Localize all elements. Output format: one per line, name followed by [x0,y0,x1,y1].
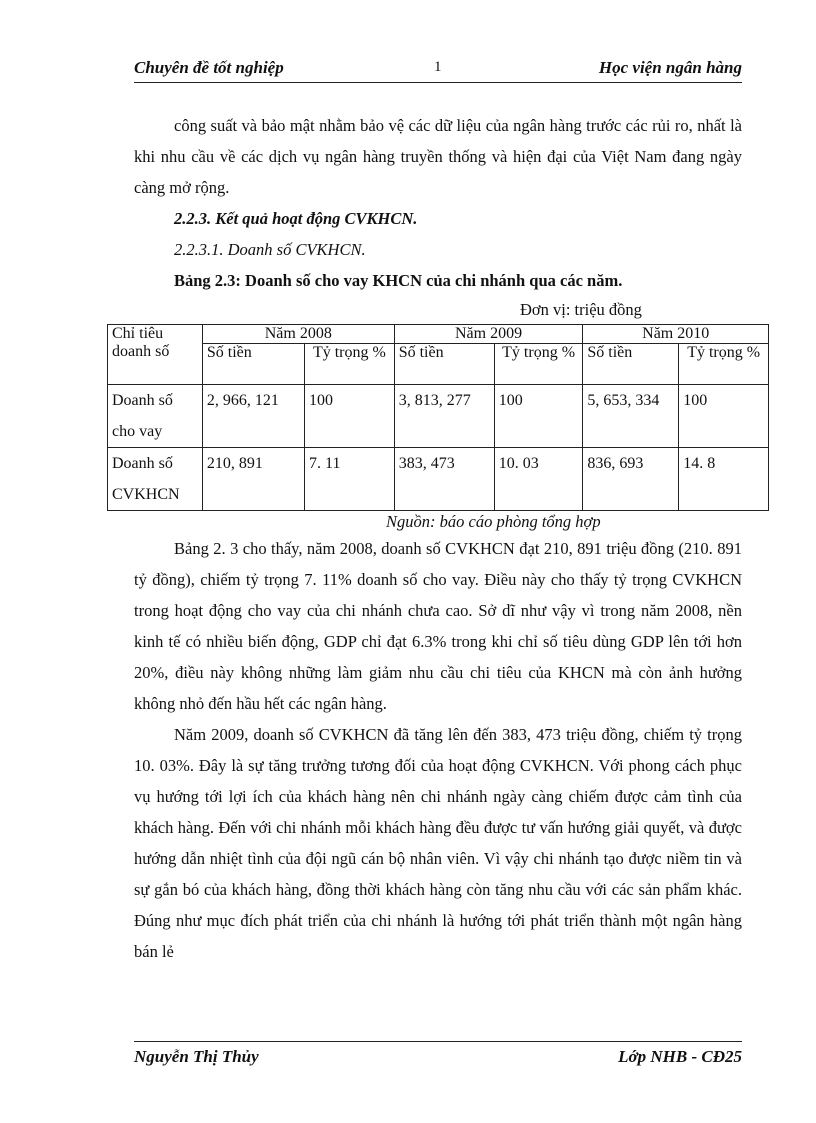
table-cell: 7. 11 [305,448,395,511]
table-cell: 14. 8 [679,448,769,511]
table-row [108,385,769,448]
page-body [112,110,761,967]
table-row [108,448,769,511]
subheader-amount: Số tiền [583,344,679,385]
loan-table [107,324,769,511]
table-cell: 2, 966, 121 [202,385,304,448]
year-header-2008: Năm 2008 [202,325,394,344]
footer-author: Nguyễn Thị Thủy [134,1047,259,1066]
page-header [134,58,742,83]
table-cell: 5, 653, 334 [583,385,679,448]
table-cell: 100 [679,385,769,448]
table-caption: Bảng 2.3: Doanh số cho vay KHCN của chi nhánh qua các năm. [174,271,623,290]
paragraph-3: Năm 2009, doanh số CVKHCN đã tăng lên đến 383, 473 triệu đồng, chiếm tỷ trọng 10. 03%. Đây là sự tăng trưởng tương đối của hoạt động CVKHCN. Với phong cách phục vụ hướng tới lợi ích của khách hàng nên chi nhánh ngày càng chiếm được cảm tình của khách hàng. Đến với chi nhánh mỗi khách hàng đều được tư vấn hướng giải quyết, và được hướng dẫn nhiệt tình của đội ngũ cán bộ nhân viên. Vì vậy chi nhánh tạo được niềm tin và sự gắn bó của khách hàng, đồng thời khách hàng còn tăng nhu cầu với các sản phẩm khác. Đúng như mục đích phát triển của chi nhánh là hướng tới phát triển thành một ngân hàng bán lẻ [134,725,742,961]
table-source: Nguồn: báo cáo phòng tổng hợp [386,512,601,531]
page-footer [134,1041,742,1066]
footer-class: Lớp NHB - CĐ25 [618,1047,742,1066]
page-number: 1 [434,59,442,75]
subheader-amount: Số tiền [394,344,494,385]
section-heading: 2.2.3. Kết quả hoạt động CVKHCN. [174,209,418,228]
year-header-2009: Năm 2009 [394,325,583,344]
paragraph-2: Bảng 2. 3 cho thấy, năm 2008, doanh số CVKHCN đạt 210, 891 triệu đồng (210. 891 tỷ đồng), chiếm tỷ trọng 7. 11% doanh số cho vay. Điều này cho thấy tỷ trọng CVKHCN trong hoạt động cho vay của chi nhánh chưa cao. Sở dĩ như vậy vì trong năm 2008, nền kinh tế có nhiều biến động, GDP chỉ đạt 6.3% trong khi chỉ số tiêu dùng GDP lên tới hơn 20%, điều này không những làm giảm nhu cầu chi tiêu của KHCN mà còn ảnh hưởng không nhỏ đến hầu hết các ngân hàng. [134,539,742,713]
table-unit: Đơn vị: triệu đồng [520,300,642,319]
header-institution: Học viện ngân hàng [598,58,742,77]
table-cell: 383, 473 [394,448,494,511]
row-label: Doanh số cho vay [108,385,203,448]
paragraph-1: công suất và bảo mật nhằm bảo vệ các dữ liệu của ngân hàng trước các rủi ro, nhất là khi nhu cầu về các dịch vụ ngân hàng truyền thống và hiện đại của Việt Nam đang ngày càng mở rộng. [134,116,742,197]
subheader-amount: Số tiền [202,344,304,385]
subheader-share: Tỷ trọng % [494,344,583,385]
table-cell: 210, 891 [202,448,304,511]
table-cell: 100 [494,385,583,448]
table-cell: 3, 813, 277 [394,385,494,448]
row-label: Doanh số CVKHCN [108,448,203,511]
subheader-share: Tỷ trọng % [679,344,769,385]
year-header-2010: Năm 2010 [583,325,769,344]
table-cell: 10. 03 [494,448,583,511]
table-cell: 100 [305,385,395,448]
table-cell: 836, 693 [583,448,679,511]
subsection-heading: 2.2.3.1. Doanh số CVKHCN. [174,240,366,259]
table-corner-header: Chỉ tiêu doanh số [108,325,203,385]
header-title: Chuyên đề tốt nghiệp [134,58,284,77]
subheader-share: Tỷ trọng % [305,344,395,385]
